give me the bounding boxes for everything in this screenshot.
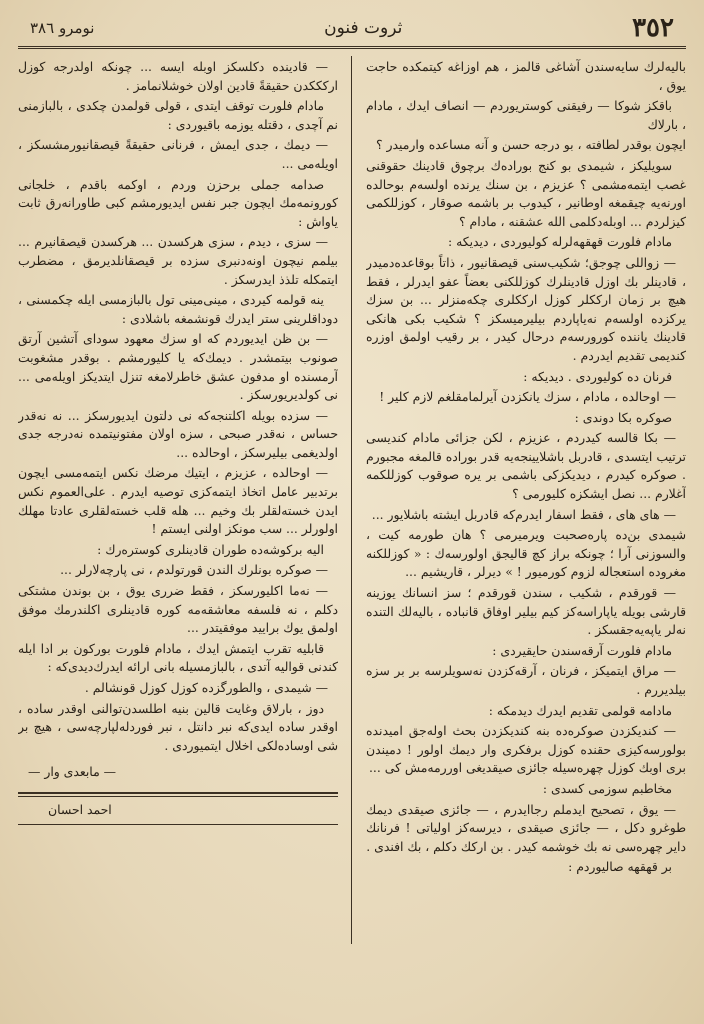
paragraph: مادام فلورت آرقه‌سندن حایقیردی :: [492, 642, 672, 658]
issue-number: نومرو ٣٨٦: [30, 19, 95, 37]
paragraph: مخاطبم سوزمی كسدی :: [542, 780, 672, 796]
left-column: [18, 58, 338, 994]
paragraph: — صوكره بونلرك الندن قورتولدم ، نی پارچه‌لارلر ...: [60, 562, 328, 578]
journal-title: ثروت فنون: [324, 18, 403, 38]
paragraph: — سزی ، دیدم ، سزی هركسدن ... هركسدن قیصقانیرم ... بیلمم نیچون اونه‌دنبری سزده بر قیصقانلدیرمق ، مضطرب ایتمكله تلذذ ایدرسكز .: [18, 234, 338, 287]
paragraph: — دیمك ، جدی ایمش ، فرنانی حقیقةً قیصقانیورمشسكز ، اویله‌می ...: [18, 137, 338, 171]
paragraph: صوكره بكا دوندی :: [574, 409, 672, 425]
paragraph: ایچون بوقدر لطافته ، بو درجه حسن و آنه مساعده وارمیدر ؟: [375, 137, 686, 153]
paragraph: سویلیكز ، شیمدی بو كنج بوراده‌ك برچوق قادینك حقوقنی غصب ایتمه‌مشمی ؟ عزیزم ، بن سنك یرنده اولسه‌م بوحالده اورنه‌یه چیقمغه اوطانیر ، كیدوب بر باشمه صوقار ، كوزللكمی كیزلردم ... اوبله‌دكلمی الله عشقنه ، مادام ؟: [366, 157, 686, 229]
paragraph: — سزده بویله اكلتنجه‌كه نی دلتون ایدیورسكز ... نه نه‌قدر حساس ، نه‌قدر صبحی ، سزه اولان مفتونیتمده نه‌درجه جدی اولدیغمی بیلیرسكز ، اوحالده ...: [18, 407, 338, 460]
right-column: [366, 58, 686, 994]
paragraph: — یوق ، تصحیح ایدملم رجاایدرم ، — جائزی صیقدی دیمك طوغرو دكل ، — جائزی صیقدی ، دیرسه‌كز اولیاتی ! فرنانك دایر چهره‌سی نه بك خوشمه كیدر . بن اركك دكلم ، بك افندی .: [366, 801, 686, 854]
paragraph: صدامه جملی برحزن وردم ، اوكمه باقدم ، خلجانی كورونمه‌مك ایچون جبر نفس ایدیورمشم كبی طاورانه‌رق ثابت یاواش :: [18, 176, 338, 229]
paragraph: مادام فلورت توقف ایتدی ، قولی قولمدن چكدی ، بالبازمنی نم آچدی ، دقتله یوزمه باقیوردی :: [18, 98, 338, 132]
author-rule: [18, 792, 338, 797]
paragraph: دوز ، بارلاق وغایت قالین بنیه اطلسدن‌توالنی اوقدر ساده‌ ، اوقدر ساده ایدی‌كه نبر دانتل ، نبر فوردله‌لپارچه‌سی ، هیچ بر شی اوساده‌لكی اخلال ایتمیوردی .: [18, 700, 338, 753]
paragraph: قابلیه تقرب ایتمش ایدك ، مادام فلورت بوركون بر ادا ایله كندنی قوالیه آتدی ، بالبازمسیله بانی ارائه ایدرك‌دیدی‌كه :: [18, 640, 338, 675]
paragraph: شیمدی بن‌ده‌ پاره‌صحبت ویرمیرمی ؟ هان طورمه كیت ، والسوزنی آرا ؛ چونكه براز كچ قالیجق اولورسه‌ك : « كوزللكنه مغروده استعجاله لزوم كورمیور ! » دیرلر ، قاریشیم ...: [366, 527, 686, 580]
paragraph: — مراق ایتمیكز ، فرنان ، آرقه‌كزدن نه‌سویلرسه بر بر سزه بیلدیررم .: [366, 663, 686, 697]
author-rule-bottom: [18, 824, 338, 825]
paragraph: بالیه‌لرك سایه‌سندن آشاغی قالمز ، هم اوزاغه كیتمكده حاجت یوق ،: [366, 59, 686, 93]
continued-note: — مابعدی وار —: [28, 764, 117, 780]
paragraph: — شیمدی ، والطورگزده كوزل كوزل قونشالم .: [84, 680, 328, 695]
paragraph: فرنان ده كولیوردی . دیدیكه :: [523, 368, 672, 384]
author-name: احمد احسان: [48, 801, 112, 817]
paragraph: مادام فلورت قهقهه‌لرله كولیوردی ، دیدیكه :: [447, 234, 672, 250]
paragraph: — های های ، فقط اسفار ایدرم‌كه قادربل ایشته باشلایور ...: [371, 506, 676, 522]
page-number: ٣٥٢: [632, 13, 674, 43]
paragraph: باقكز شوكا — رفیقنی كوستریوردم — انصاف ایدك ، مادام ، بارلاك: [366, 98, 686, 132]
paragraph: بر قهقهه صالیوردم :: [568, 859, 672, 875]
column-divider: [351, 56, 352, 944]
paragraph: — بن ظن ایدیوردم كه او سزك معهود سودای آتشین آرتق صونوب بیتمشدر . دیمك‌كه یا كلیورمشم . بوقدر مشغوبت آرمسنده او مدفون عشق خاطرلامغه تنزل ایتدیكز اویله‌می ... نی كولدیریورسكز .: [18, 331, 338, 403]
paragraph: — اوحالده ، عزیزم ، ایتیك مرضك نكس ایتمه‌مسی ایچون برتدبیر عامل اتخاذ ایتمه‌كزی توصیه ایدرم . علی‌العموم نكس ایدن خسته‌لقلر بك وخیم ... هله قلب خسته‌لقلری عادتا مهلك اولورلر ... سب مونكز اولنی ایستم !: [18, 465, 338, 537]
page-header: [18, 10, 686, 49]
paragraph: مادامه قولمی تقدیم ایدرك دیدمكه :: [488, 702, 672, 718]
paragraph: — اوحالده ، مادام ، سزك یانكزدن آیرلمامقلغم لازم كلیر !: [379, 389, 676, 405]
paragraph: — قورقدم ، شكیب ، سندن قورقدم ؛ سز انسانك یوزینه قارشی بویله یاپاراسه‌كز كیم بیلیر اوفاق قانباده ، بالیه‌لك التنده نه‌لر یاپه‌یه‌جقسكز .: [366, 585, 686, 638]
paragraph: ینه قولمه كیردی ، مینی‌مینی تول بالبازمسی ایله چكمسنی ، دوداقلرینی ستر ایدرك قونشمغه باشلادی :: [18, 292, 338, 326]
paragraph: — قادینده دكلسكز اوبله ایسه ... چونكه اولدرجه كوزل اركككدن حقیقةً قادین اولان خوشلانمامز .: [18, 59, 338, 93]
paragraph: الیه بركوشه‌ده طوران قادینلری كوستره‌رك :: [97, 541, 324, 557]
paragraph: — بكا قالسه كیدردم ، عزیزم ، لكن جزائی مادام كندیسی ترتیب ایتسدی ، قادربل باشلایینجه‌یه قدر بوراده قالمغه مجبورم . صوكره كیدرم ، دیدیكزكی باشمی بر یره صوقوب كوزللكمه آغلارم ... نصل ایشكزه كلیورمی ؟: [366, 430, 686, 502]
paragraph: — زواللی چوجق‌؛ شكیب‌سنی قیصقانیور ، ذاتاً بوقاعده‌دمیدر ، قادینلر بك اوزل قادینلرك كوزللكنی بعضاً عفو ایدرلر ، فقط هیچ بر زمان ارككلر كوزل ارككلری چكه‌منزلر ... بن سزك یركزده اولسه‌م نه‌یاپاردم بیلیرمیسكز ؟ شكیب بكی هانكی قادینك یاننده كورورسه‌م درحال كیدر ، بر رقیب اولمق اوزره كندیمی تقدیم ایدردم .: [366, 254, 686, 363]
paragraph: — نه‌ما اكلیورسكز ، فقط ضرری یوق ، بن بوندن مشتكی دكلم ، نه فلسفه معاشقه‌مه كوره قادینلری اكلندرمك موفق اولمق یوك برایید موفقیتدر ...: [18, 583, 338, 636]
paragraph: — كندیكزدن صوكره‌ده بنه كندیكزدن بحث اوله‌جق امیدنده بولورسه‌كیزی حقنده كوزل برفكری وار دیمك اولور ! دمیندن بری اوبك كوزل چهره‌سیله جائزی صیقدیغی اوررمه‌مش كی ...: [366, 723, 686, 776]
